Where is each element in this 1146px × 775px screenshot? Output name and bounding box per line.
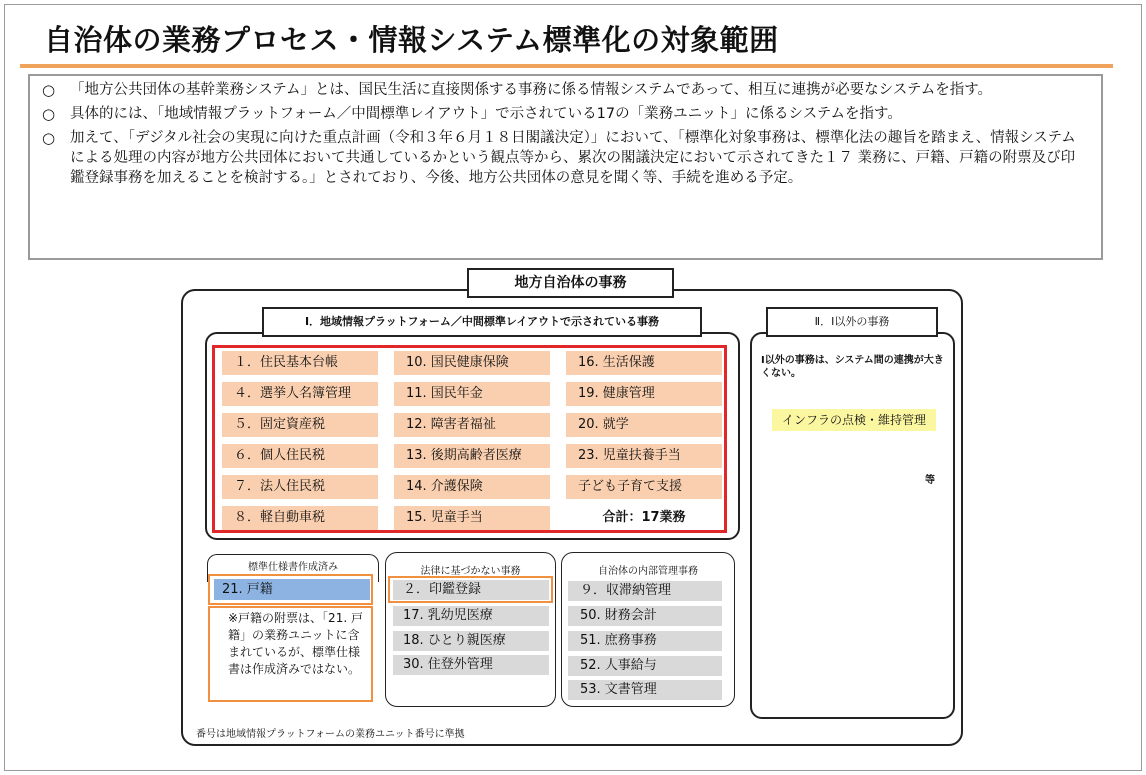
intro-bullet [42, 128, 1089, 188]
core-system-item: 11. 国民年金 [394, 382, 550, 406]
title-underline [20, 64, 1113, 68]
bullet-mark: ○ [42, 81, 56, 99]
section2-box [750, 332, 955, 719]
section2-example: インフラの点検・維持管理 [772, 409, 936, 431]
bullet-mark: ○ [42, 129, 56, 147]
core-system-item: 10. 国民健康保険 [394, 351, 550, 375]
footnote: 番号は地域情報プラットフォームの業務ユニット番号に準拠 [196, 729, 465, 740]
intro-bullet-text: 加えて、「デジタル社会の実現に向けた重点計画（令和３年６月１８日閣議決定）」において、「標準化対象事務は、標準化法の趣旨を踏まえ、情報システムによる処理の内容が地方公共団体において共通しているかという観点等から、累次の閣議決定において示されてきた１７ 業務に、戸籍、戸籍の附票及び印鑑登録事務を加えることを検討する。」とされており、今後、地方公共団体の意見を聞く等、手続を進める予定。 [70, 130, 1076, 186]
core-system-item: ８．軽自動車税 [222, 506, 378, 530]
intro-bullet-text: 「地方公共団体の基幹業務システム」とは、国民生活に直接関係する事務に係る情報システムであって、相互に連携が必要なシステムを指す。 [70, 82, 993, 98]
non-legal-item: 18. ひとり親医療 [393, 631, 549, 651]
core-system-item: ７．法人住民税 [222, 475, 378, 499]
internal-item: 53. 文書管理 [568, 680, 722, 700]
section2-title: Ⅱ．Ⅰ以外の事務 [766, 307, 938, 337]
core-system-item: 15. 児童手当 [394, 506, 550, 530]
core-system-item: ５．固定資産税 [222, 413, 378, 437]
core-system-item: ４．選挙人名簿管理 [222, 382, 378, 406]
municipal-affairs-title: 地方自治体の事務 [467, 268, 674, 298]
core-system-item: 子ども子育て支援 [566, 475, 722, 499]
section1-title: Ⅰ．地域情報プラットフォーム／中間標準レイアウトで示されている事務 [262, 307, 702, 337]
intro-bullet-text: 具体的には、「地域情報プラットフォーム／中間標準レイアウト」で示されている17の「業務ユニット」に係るシステムを指す。 [70, 106, 902, 122]
page-title: 自治体の業務プロセス・情報システム標準化の対象範囲 [44, 23, 779, 57]
core-system-item: 13. 後期高齢者医療 [394, 444, 550, 468]
internal-item: 51. 庶務事務 [568, 631, 722, 651]
bullet-mark: ○ [42, 105, 56, 123]
standard-spec-title: 標準仕様書作成済み [248, 562, 338, 573]
core-systems-grid [222, 351, 722, 529]
core-system-item: 19. 健康管理 [566, 382, 722, 406]
koseki-note: ※戸籍の附票は、「21. 戸籍」の業務ユニットに含まれているが、標準仕様書は作成済みではない。 [228, 611, 363, 676]
koseki-item: 21. 戸籍 [214, 579, 370, 600]
core-system-item: ６．個人住民税 [222, 444, 378, 468]
core-system-item: 23. 児童扶養手当 [566, 444, 722, 468]
core-systems-total: 合計：17業務 [566, 506, 722, 530]
section2-etc: 等 [925, 475, 935, 486]
core-system-item: 14. 介護保険 [394, 475, 550, 499]
non-legal-item: 17. 乳幼児医療 [393, 606, 549, 626]
internal-item: ９．収滞納管理 [568, 581, 722, 601]
core-system-item: 16. 生活保護 [566, 351, 722, 375]
non-legal-item: 30. 住登外管理 [393, 655, 549, 675]
core-system-item: 20. 就学 [566, 413, 722, 437]
core-system-item: 12. 障害者福祉 [394, 413, 550, 437]
non-legal-item: ２．印鑑登録 [393, 580, 549, 600]
internal-item: 52. 人事給与 [568, 656, 722, 676]
intro-bullet [42, 80, 1089, 100]
core-system-item: １．住民基本台帳 [222, 351, 378, 375]
non-legal-title: 法律に基づかない事務 [420, 566, 521, 577]
internal-item: 50. 財務会計 [568, 606, 722, 626]
intro-bullet [42, 104, 1089, 124]
section2-note: Ⅰ以外の事務は、システム間の連携が大きくない。 [761, 355, 944, 379]
intro-box [28, 74, 1103, 260]
internal-management-title: 自治体の内部管理事務 [598, 566, 698, 577]
